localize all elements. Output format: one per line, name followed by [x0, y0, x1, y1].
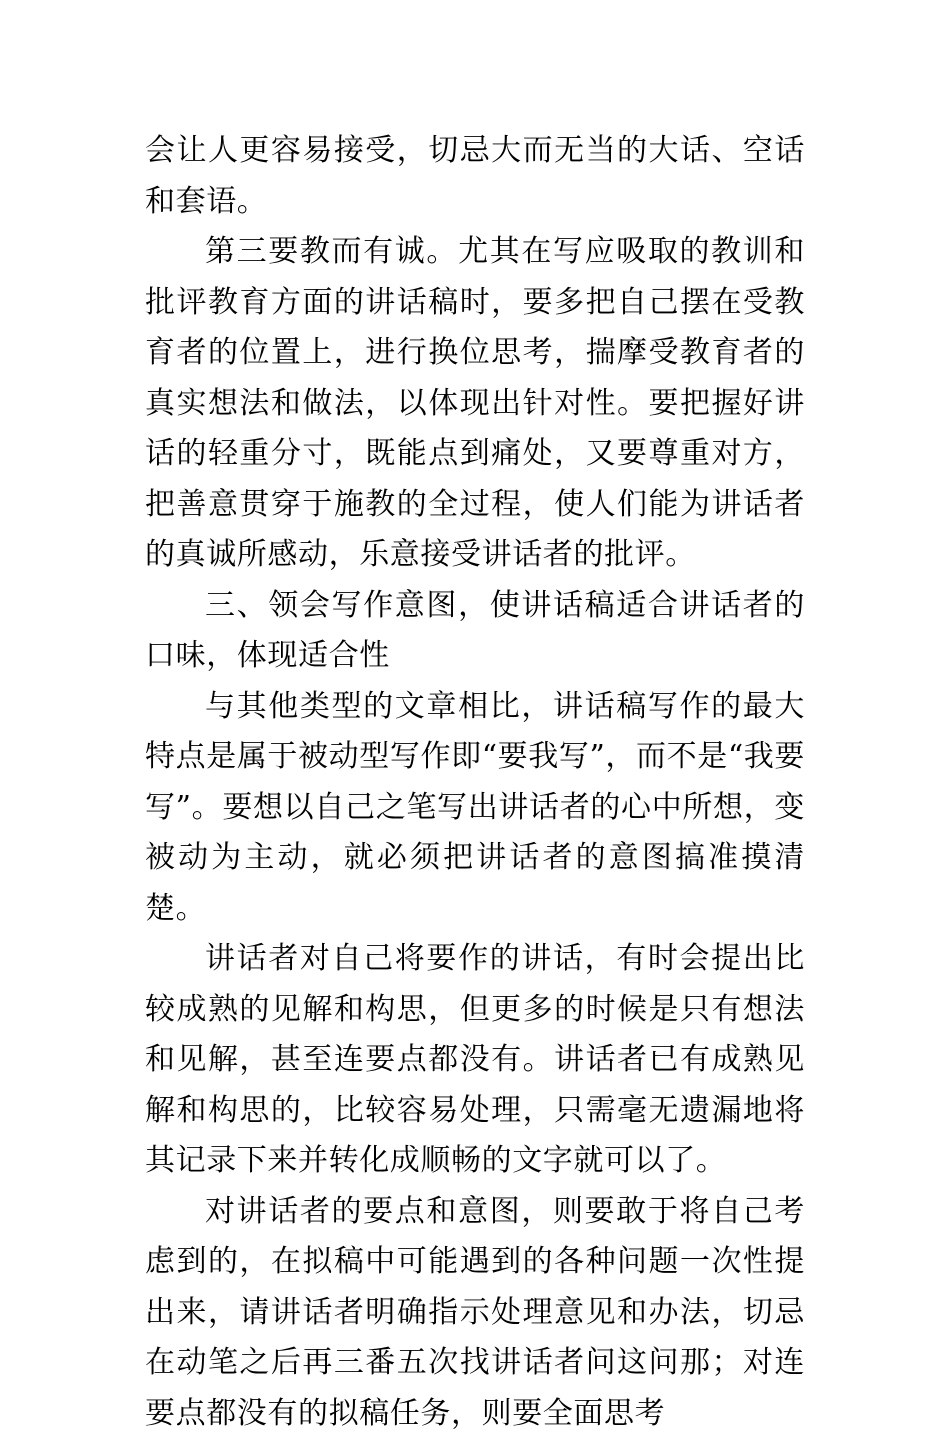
paragraph-1: 会让人更容易接受，切忌大而无当的大话、空话和套语。 — [145, 126, 805, 227]
section-heading-3: 三、领会写作意图，使讲话稿适合讲话者的口味，体现适合性 — [145, 581, 805, 682]
paragraph-2: 第三要教而有诚。尤其在写应吸取的教训和批评教育方面的讲话稿时，要多把自己摆在受教育者的位置上，进行换位思考，揣摩受教育者的真实想法和做法，以体现出针对性。要把握好讲话的轻重分寸，既能点到痛处，又要尊重对方，把善意贯穿于施教的全过程，使人们能为讲话者的真诚所感动，乐意接受讲话者的批评。 — [145, 227, 805, 581]
paragraph-4: 与其他类型的文章相比，讲话稿写作的最大特点是属于被动型写作即“要我写”，而不是“我要写”。要想以自己之笔写出讲话者的心中所想，变被动为主动，就必须把讲话者的意图搞准摸清楚。 — [145, 682, 805, 935]
paragraph-5: 讲话者对自己将要作的讲话，有时会提出比较成熟的见解和构思，但更多的时候是只有想法和见解，甚至连要点都没有。讲话者已有成熟见解和构思的，比较容易处理，只需毫无遗漏地将其记录下来并转化成顺畅的文字就可以了。 — [145, 934, 805, 1187]
paragraph-6: 对讲话者的要点和意图，则要敢于将自己考虑到的，在拟稿中可能遇到的各种问题一次性提出来，请讲话者明确指示处理意见和办法，切忌在动笔之后再三番五次找讲话者问这问那；对连要点都没有的拟稿任务，则要全面思考 — [145, 1187, 805, 1439]
